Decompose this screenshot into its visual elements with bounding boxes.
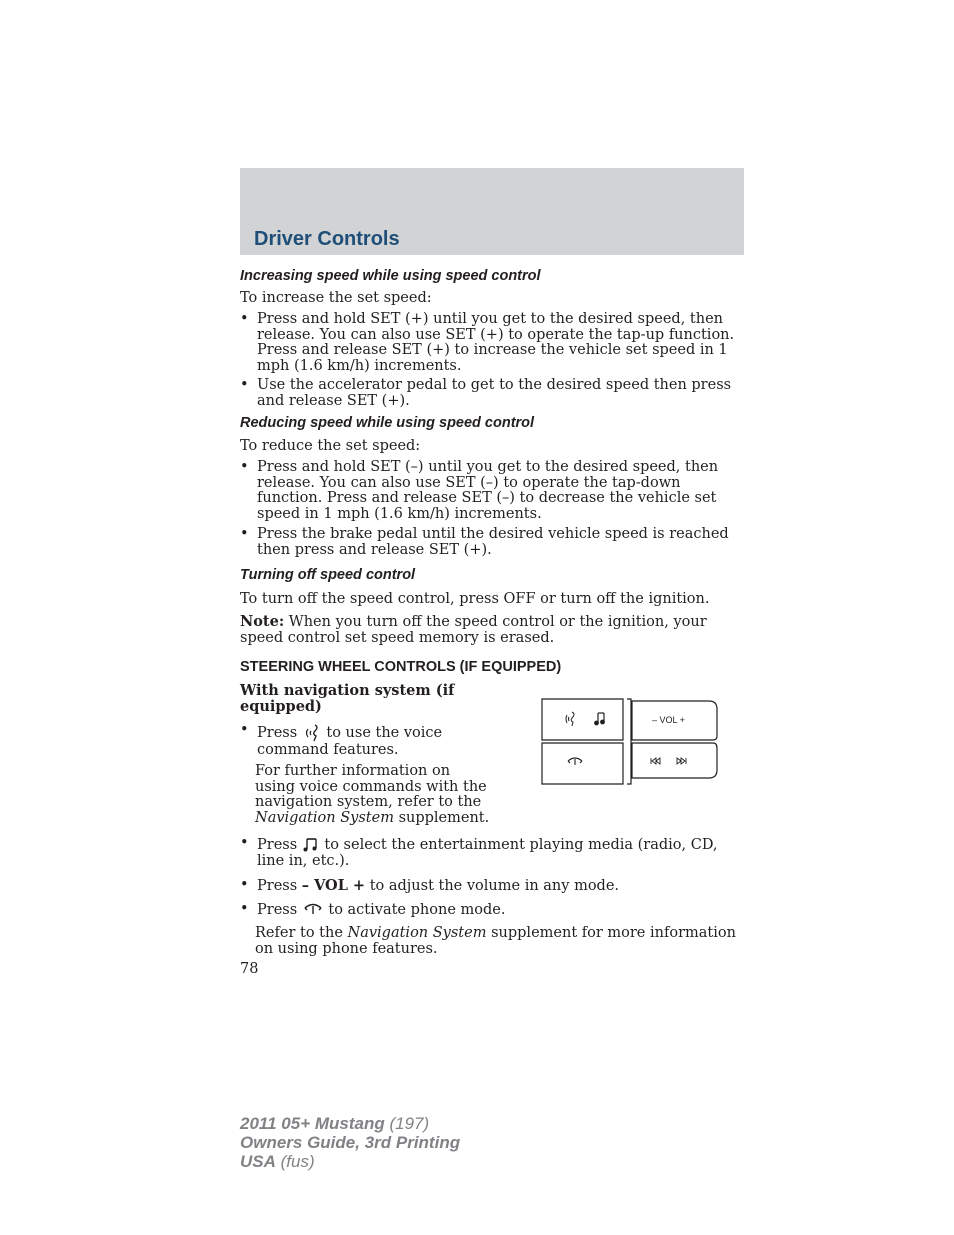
bullet-icon: •: [240, 901, 249, 917]
voice-icon: [302, 723, 322, 743]
bullet-icon: •: [240, 722, 249, 738]
note-text: When you turn off the speed control or the ignition, your speed control set speed memory is erased.: [240, 614, 707, 646]
reduce-intro: To reduce the set speed:: [240, 438, 421, 454]
list-item-text: Press and hold SET (+) until you get to the desired speed, then release. You can also use SET (+) to operate the tap-up function. Press and release SET (+) to increase the vehicle set speed in 1 mph (1.6 km/h) increments.: [257, 311, 735, 374]
note-label: Note:: [240, 613, 285, 630]
seek-button-outline: [632, 743, 717, 778]
bullet-icon: •: [240, 526, 249, 542]
footer-line-3: USA (fus): [240, 1152, 315, 1171]
page-title: Driver Controls: [254, 228, 400, 250]
list-item-text: Use the accelerator pedal to get to the desired speed then press and release SET (+).: [257, 377, 732, 409]
increase-intro: To increase the set speed:: [240, 290, 432, 306]
list-item-text: Press and hold SET (–) until you get to the desired speed, then release. You can also use SET (–) to operate the tap-down function. Press and release SET (–) to decrease the vehicle set speed in 1 mph (1.6 km/h) increments.: [257, 459, 719, 522]
refer-paragraph: Refer to the Navigation System supplement for more information on using phone features.: [255, 925, 736, 957]
list-item-text: Press to activate phone mode.: [257, 902, 506, 918]
phone-icon: [302, 902, 324, 918]
reduce-heading: Reducing speed while using speed control: [240, 415, 535, 431]
bullet-icon: •: [240, 877, 249, 893]
page-number: 78: [240, 961, 259, 977]
bullet-icon: •: [240, 835, 249, 851]
steering-subheading: With navigation system (if equipped): [240, 682, 455, 715]
bullet-icon: •: [240, 377, 249, 393]
footer-line-2: Owners Guide, 3rd Printing: [240, 1133, 461, 1152]
voice-media-button-outline: [542, 699, 623, 740]
turnoff-heading: Turning off speed control: [240, 567, 416, 583]
list-item-text: Press to select the entertainment playing media (radio, CD, line in, etc.).: [257, 837, 718, 869]
vol-label: – VOL +: [652, 715, 685, 725]
list-item-text: Press the brake pedal until the desired vehicle speed is reached then press and release SET (+).: [257, 526, 729, 558]
turnoff-text: To turn off the speed control, press OFF or turn off the ignition.: [240, 591, 710, 607]
increase-heading: Increasing speed while using speed control: [240, 268, 541, 284]
steering-controls-diagram: [539, 696, 720, 787]
note-paragraph: [240, 614, 744, 646]
bullet-icon: •: [240, 311, 249, 327]
phone-button-outline: [542, 743, 623, 784]
music-note-icon: [302, 836, 320, 854]
steering-heading: STEERING WHEEL CONTROLS (IF EQUIPPED): [240, 659, 562, 675]
footer-line-1: 2011 05+ Mustang (197): [240, 1114, 430, 1133]
list-item-text: Press to use the voice command features.: [257, 725, 443, 758]
bullet-icon: •: [240, 459, 249, 475]
list-item-text: Press – VOL + to adjust the volume in any mode.: [257, 877, 620, 894]
footer: [240, 1114, 460, 1171]
voice-more-paragraph: For further information on using voice commands with the navigation system, refer to the Navigation System supplement.: [255, 763, 490, 826]
